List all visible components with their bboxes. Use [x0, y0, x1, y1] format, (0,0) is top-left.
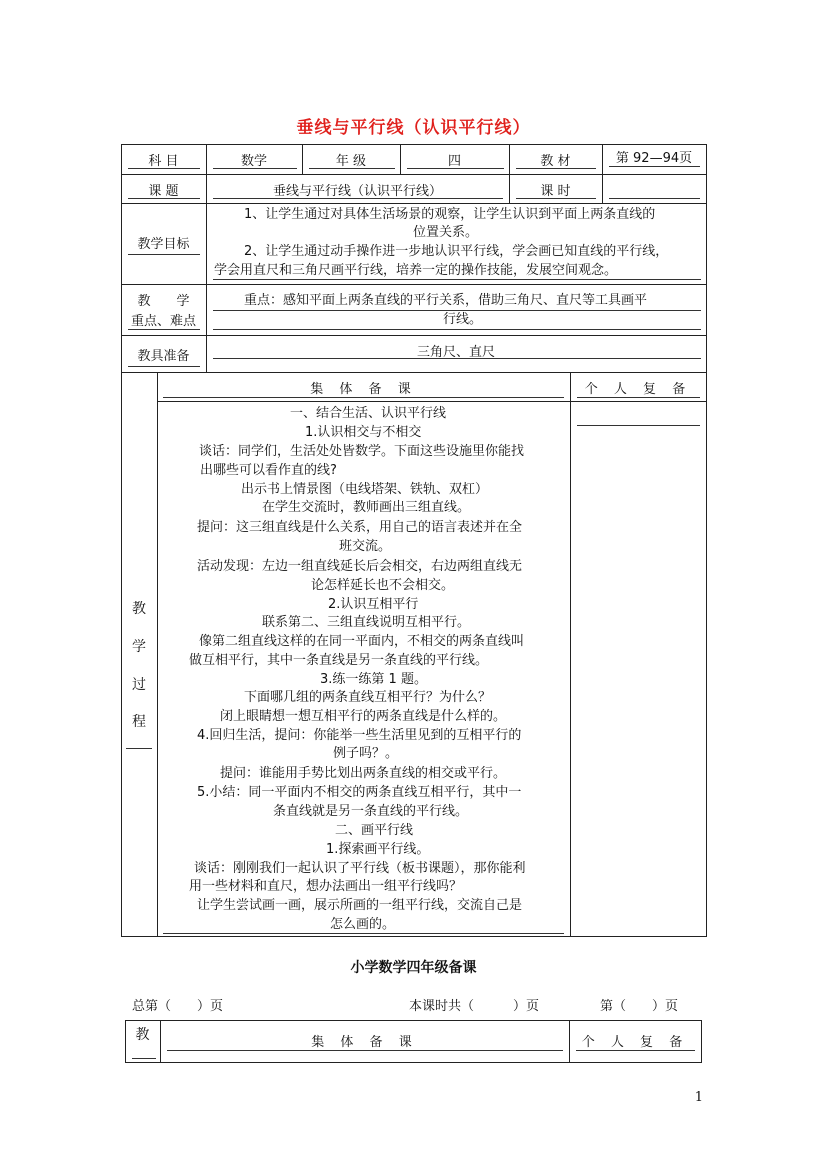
- process-line: 条直线就是另一条直线的平行线。: [273, 804, 469, 819]
- process-line: 2.认识互相平行: [328, 597, 419, 612]
- process-line: 1.认识相交与不相交: [305, 425, 422, 440]
- process-line: 提问：这三组直线是什么关系，用自己的语言表述并在全: [197, 520, 523, 535]
- footer-title: 小学数学四年级备课: [350, 960, 477, 976]
- process-line: 谈话：同学们，生活处处皆数学。下面这些设施里你能找: [199, 444, 525, 459]
- total-pages: 总第（ ）页: [132, 999, 224, 1014]
- goals-line-1: 1、让学生通过对具体生活场景的观察，让学生认识到平面上两条直线的: [244, 207, 656, 222]
- subject-value: 数学: [240, 154, 267, 169]
- keypoints-line-2: 行线。: [443, 312, 483, 327]
- process-line: 用一些材料和直尺，想办法画出一组平行线吗？: [189, 879, 463, 894]
- process-side-char-1: 教: [132, 601, 146, 617]
- process-line: 谈话：刚刚我们一起认识了平行线（板书课题），那你能利: [194, 861, 526, 876]
- process-line: 出示书上情景图（电线塔架、铁轨、双杠）: [241, 482, 489, 497]
- process-line: 联系第二、三组直线说明互相平行。: [262, 615, 471, 630]
- process-line: 3.练一练第 1 题。: [320, 672, 427, 687]
- keypoints-label-2: 重点、难点: [130, 314, 196, 329]
- process-line: 做互相平行，其中一条直线是另一条直线的平行线。: [189, 653, 489, 668]
- process-line: 1.探索画平行线。: [326, 842, 430, 857]
- process-side-char-4: 程: [132, 714, 146, 730]
- footer-group-header: 集 体 备 课: [311, 1035, 418, 1050]
- goals-line-3: 2、让学生通过动手操作进一步地认识平行线，学会画已知直线的平行线，: [244, 244, 669, 259]
- textbook-value: 第 92—94页: [615, 151, 693, 166]
- goals-line-4: 学会用直尺和三角尺画平行线，培养一定的操作技能，发展空间观念。: [214, 263, 618, 278]
- lesson-hours-total: 本课时共（ ）页: [409, 999, 540, 1014]
- process-side-char-2: 学: [132, 639, 146, 655]
- process-line: 班交流。: [339, 539, 392, 554]
- goals-label: 教学目标: [137, 237, 190, 252]
- grade-value: 四: [447, 154, 461, 169]
- keypoints-label-1: 教 学: [137, 294, 190, 309]
- process-line: 怎么画的。: [330, 917, 396, 932]
- grade-label: 年 级: [335, 154, 367, 169]
- process-line: 让学生尝试画一画，展示所画的一组平行线，交流自己是: [197, 898, 523, 913]
- process-line: 活动发现：左边一组直线延长后会相交，右边两组直线无: [197, 559, 523, 574]
- process-line: 二、画平行线: [335, 823, 414, 838]
- textbook-label: 教 材: [540, 154, 571, 169]
- process-line: 下面哪几组的两条直线互相平行？为什么？: [244, 690, 492, 705]
- page-of: 第（ ）页: [600, 999, 679, 1014]
- footer-personal-header: 个 人 复 备: [581, 1035, 689, 1050]
- process-line: 5.小结：同一平面内不相交的两条直线互相平行，其中一: [197, 785, 522, 800]
- process-line: 像第二组直线这样的在同一平面内，不相交的两条直线叫: [199, 634, 525, 649]
- personal-prep-header: 个 人 复 备: [584, 382, 692, 397]
- subject-label: 科 目: [148, 154, 179, 169]
- process-line: 4.回归生活，提问：你能举一些生活里见到的互相平行的: [197, 728, 522, 743]
- tools-value: 三角尺、直尺: [416, 345, 495, 360]
- process-line: 闭上眼睛想一想互相平行的两条直线是什么样的。: [220, 709, 507, 724]
- process-line: 论怎样延长也不会相交。: [311, 578, 455, 593]
- topic-value: 垂线与平行线（认识平行线）: [272, 184, 442, 199]
- process-line: 提问：谁能用手势比划出两条直线的相交或平行。: [220, 766, 507, 781]
- hours-label: 课 时: [540, 184, 571, 199]
- keypoints-line-1: 重点：感知平面上两条直线的平行关系，借助三角尺、直尺等工具画平: [244, 293, 648, 308]
- process-side-char-3: 过: [132, 677, 146, 693]
- group-prep-header: 集 体 备 课: [310, 382, 417, 397]
- process-line: 出哪些可以看作直的线?: [200, 463, 337, 478]
- page-title: 垂线与平行线（认识平行线）: [296, 118, 531, 138]
- topic-label: 课 题: [148, 184, 179, 199]
- goals-line-2: 位置关系。: [413, 225, 479, 240]
- footer-side-char: 教: [135, 1027, 150, 1043]
- tools-label: 教具准备: [137, 349, 190, 364]
- page-number: 1: [694, 1090, 703, 1105]
- process-line: 例子吗？。: [333, 746, 399, 761]
- process-line: 一、结合生活、认识平行线: [290, 406, 447, 421]
- process-line: 在学生交流时，教师画出三组直线。: [262, 500, 471, 515]
